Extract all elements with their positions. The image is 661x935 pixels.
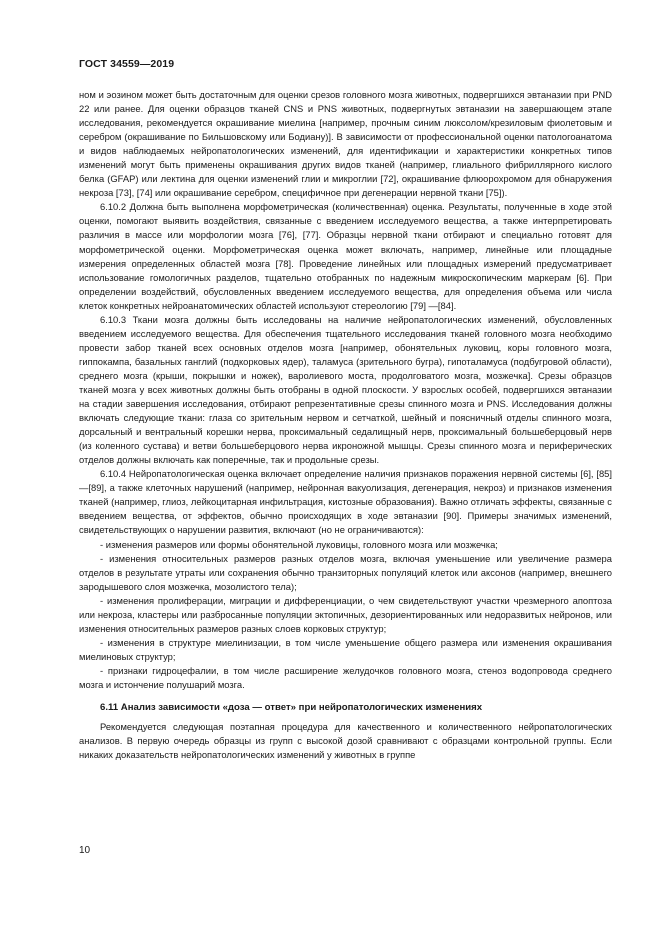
paragraph-staining-continuation: ном и эозином может быть достаточным для оценки срезов головного мозга животных, подвергшихся эвтаназии при PND 22 или ранее. Для оценки образцов тканей CNS и PNS животных, подвергнутых эвтаназии на завершающем этапе исследования, рекомендуется окрашивание миелина [например, прочным синим люксолом/крезиловым фиолетовым и серебром (окрашивание по Бильшовскому или Бодиану)]. В зависимости от профессиональной оценки патологоанатома и видов наблюдаемых нейропатологических изменений, для идентификации и характеристики конкретных типов изменений могут быть применены окрашивания других видов тканей (например, глиального фибриллярного кислого белка (GFAP) или лектина для оценки изменений глии и микроглии [72], окрашивание флюорохромом для обнаружения некроза [73], [74] или окрашивание серебром, специфичное при дегенерации нервной ткани [75]). [79,89,612,199]
list-item: - признаки гидроцефалии, в том числе расширение желудочков головного мозга, стеноз водопровода среднего мозга и истончение полушарий мозга. [79,664,612,690]
paragraph-6-11: Рекомендуется следующая поэтапная процедура для качественного и количественного нейропатологических анализов. В первую очередь образцы из групп с высокой дозой сравнивают с образцами контрольной группы. Если никаких доказательств нейропатологических изменений у животных в группе [79,721,612,761]
document-header-standard: ГОСТ 34559—2019 [79,58,175,70]
page-number: 10 [79,845,91,856]
list-item: - изменения в структуре миелинизации, в том числе уменьшение общего размера или изменения окрашивания миелиновых структур; [79,636,612,662]
paragraph-6-10-4: 6.10.4 Нейропатологическая оценка включает определение наличия признаков поражения нервной системы [6], [85]—[89], а также клеточных нарушений (например, нейронная вакуолизация, дегенерация, некроз) и признаков изменения тканей (например, глиоз, лейкоцитарная инфильтрация, кистозные образования). Важно отличать эффекты, связанные с введением вещества, от эффектов, обычно происходящих в ходе эвтаназии [90]. Примеры значимых изменений, свидетельствующих о нарушении развития, включают (но не ограничиваются): [79,468,612,536]
list-item: - изменения размеров или формы обонятельной луковицы, головного мозга или мозжечка; [100,538,498,550]
paragraph-6-10-2: 6.10.2 Должна быть выполнена морфометрическая (количественная) оценка. Результаты, полученные в ходе этой оценки, помогают выявить воздействия, связанные с введением исследуемого вещества, а также интерпретировать различия в массе или морфологии мозга [76], [77]. Образцы нервной ткани отбирают и специально готовят для морфометрической оценки. Морфометрическая оценка может включать, например, линейные или площадные измерения определенных областей мозга [78]. Проведение линейных или площадных измерений предусматривает использование гомологичных разделов, тщательно отобранных по надежным микроскопическим маркерам [6]. При определении воздействий, обусловленных введением исследуемого вещества, для определения объема или числа клеток конкретных нейроанатомических областей используют стереологию [79] —[84]. [79,201,612,311]
section-heading-6-11: 6.11 Анализ зависимости «доза — ответ» при нейропатологических изменениях [100,702,483,714]
document-page [79,58,612,762]
list-item: - изменения относительных размеров разных отделов мозга, включая уменьшение или увеличение размера отделов в результате утраты или сохранения обычно транзиторных популяций клеток или аксонов (например, внешнего зародышевого слоя мозжечка, мозолистого тела); [79,552,612,592]
list-item: - изменения пролиферации, миграции и дифференциации, о чем свидетельствуют участки чрезмерного апоптоза или некроза, кластеры или разбросанные популяции эктопичных, дезориентированных или недоразвитых нейронов, или изменения относительных размеров разных слоев корковых структур; [79,594,612,634]
paragraph-6-10-3: 6.10.3 Ткани мозга должны быть исследованы на наличие нейропатологических изменений, обусловленных введением исследуемого вещества. Для обеспечения тщательного исследования тканей головного мозга необходимо провести забор тканей всех основных отделов мозга [например, обонятельных луковиц, коры головного мозга, гиппокампа, базальных ганглий (подкорковых ядер), таламуса (зрительного бугра), гипоталамуса (подбугровой области), среднего мозга (крыши, покрышки и ножек), варолиевого моста, продолговатого мозга, мозжечка]. Срезы образцов тканей мозга у всех животных должны быть отобраны в одной плоскости. У взрослых особей, подвергшихся эвтаназии на стадии завершения исследования, отбирают репрезентативные срезы спинного мозга и PNS. Исследования должны включать следующие ткани: глаза со зрительным нервом и сетчаткой, шейный и поясничный отделы спинного мозга, дорсальный и вентральный корешки нерва, проксимальный седалищный нерв, проксимальный большеберцовый нерв (из коленного сустава) и ветви большеберцового нерва икроножной мышцы. Срезы спинного мозга и периферических отделов должны включать как поперечные, так и продольные срезы. [79,313,612,466]
